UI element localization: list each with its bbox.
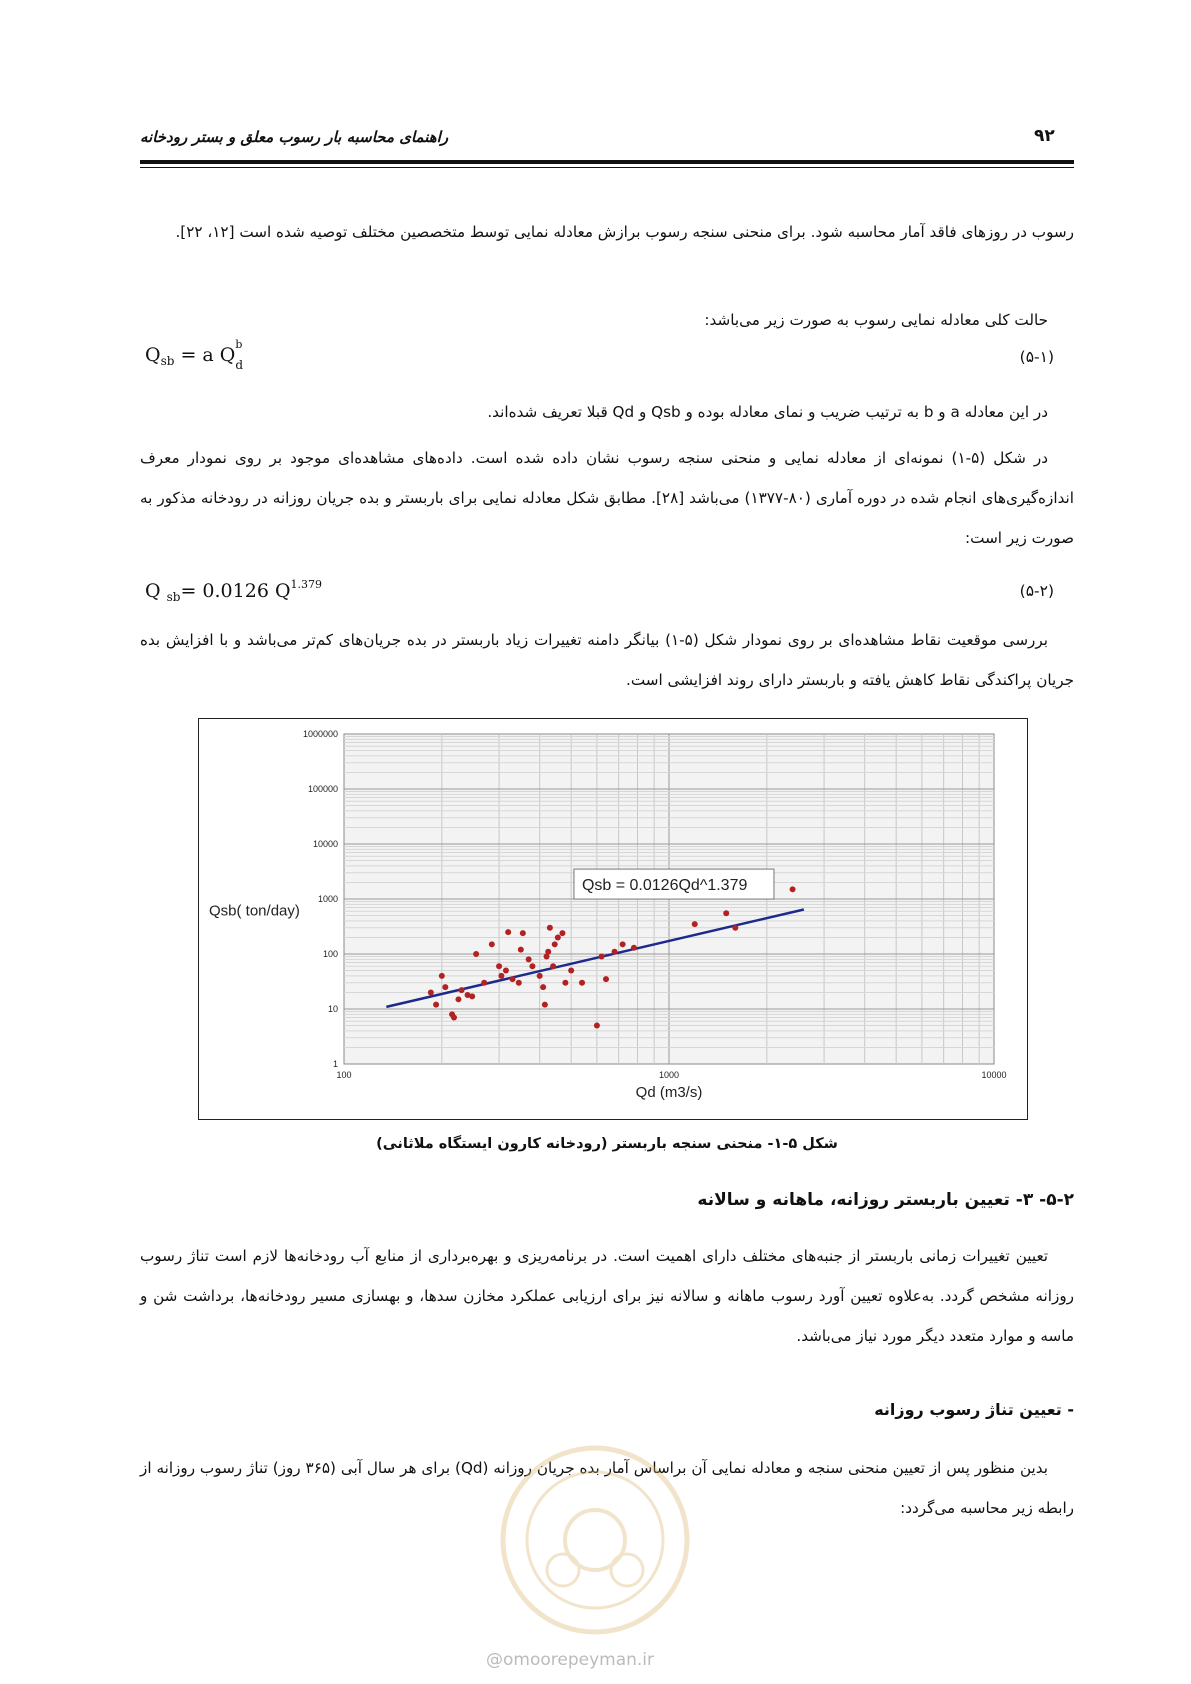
watermark-seal xyxy=(495,1440,695,1640)
data-point xyxy=(433,1002,439,1008)
data-point xyxy=(568,968,574,974)
data-point xyxy=(540,984,546,990)
data-point xyxy=(559,930,565,936)
data-point xyxy=(603,976,609,982)
equation-2 xyxy=(140,578,1074,612)
y-tick-label: 1 xyxy=(332,1059,338,1069)
data-point xyxy=(503,968,509,974)
data-point xyxy=(469,993,475,999)
paragraph-3: در این معادله a و b به ترتیب ضریب و نمای معادله بوده و Qsb و Qd قبلا تعریف شده‌اند. xyxy=(487,403,1048,421)
bedload-rating-chart xyxy=(199,719,1027,1119)
figure-caption: شکل ۵-۱- منحنی سنجه باربستر (رودخانه کارون ایستگاه ملاثانی) xyxy=(376,1136,838,1152)
watermark-url: @omoorepeyman.ir xyxy=(486,1650,655,1670)
data-point xyxy=(529,963,535,969)
paragraph-1: رسوب در روزهای فاقد آمار محاسبه شود. برای منحنی سنجه رسوب برازش معادله نمایی توسط متخصصین مختلف توصیه شده است [۱۲، ۲۲]. xyxy=(175,223,1074,241)
data-point xyxy=(612,949,618,955)
data-point xyxy=(594,1023,600,1029)
paragraph-6: تعیین تغییرات زمانی باربستر از جنبه‌های مختلف دارای اهمیت است. در برنامه‌ریزی و بهره‌برداری از منابع آب رودخانه‌ها لازم است تناژ رسوب روزانه مشخص گردد. به‌علاوه تعیین آورد رسوب ماهانه و سالانه نیز برای ارزیابی عملکرد مخازن سدها، و بهسازی مسیر رودخانه‌ها، برداشت شن و ماسه و موارد متعدد دیگر مورد نیاز می‌باشد. xyxy=(140,1247,1074,1345)
x-tick-label: 10000 xyxy=(981,1070,1007,1080)
data-point xyxy=(631,945,637,951)
x-tick-label: 100 xyxy=(336,1070,352,1080)
data-point xyxy=(442,984,448,990)
equation-2-formula: Q $_{sb}$= 0.0126 $Q^{1.379}$ xyxy=(145,578,323,604)
data-point xyxy=(545,949,551,955)
data-point xyxy=(455,996,461,1002)
header-rule-thin xyxy=(140,167,1074,168)
data-point xyxy=(579,980,585,986)
equation-1-number: (۵-۱) xyxy=(1019,348,1054,366)
y-tick-label: 1000000 xyxy=(302,729,338,739)
data-point xyxy=(496,963,502,969)
data-point xyxy=(547,925,553,931)
data-point xyxy=(505,929,511,935)
data-point xyxy=(520,930,526,936)
data-point xyxy=(526,956,532,962)
paragraph-5: بررسی موقعیت نقاط مشاهده‌ای بر روی نمودار شکل (۵-۱) بیانگر دامنه تغییرات زیاد باربستر در بده جریان‌های کم‌تر می‌باشد و با افزایش بده جریان پراکندگی نقاط کاهش یافته و باربستر دارای روند افزایشی است. xyxy=(140,631,1074,689)
data-point xyxy=(498,973,504,979)
data-point xyxy=(723,910,729,916)
equation-2-number: (۵-۲) xyxy=(1019,582,1054,600)
y-tick-label: 1000 xyxy=(317,894,338,904)
x-tick-label: 1000 xyxy=(658,1070,680,1080)
subheading: - تعیین تناژ رسوب روزانه xyxy=(874,1400,1074,1419)
data-point xyxy=(510,976,516,982)
y-tick-label: 10 xyxy=(327,1004,338,1014)
data-point xyxy=(537,973,543,979)
data-point xyxy=(542,1002,548,1008)
data-point xyxy=(550,963,556,969)
data-point xyxy=(489,941,495,947)
data-point xyxy=(790,886,796,892)
data-point xyxy=(562,980,568,986)
data-point xyxy=(692,921,698,927)
data-point xyxy=(473,951,479,957)
section-heading: ۵-۲- ۳- تعیین باربستر روزانه، ماهانه و سالانه xyxy=(697,1190,1074,1210)
data-point xyxy=(439,973,445,979)
data-point xyxy=(516,980,522,986)
data-point xyxy=(620,941,626,947)
paragraph-2: حالت کلی معادله نمایی رسوب به صورت زیر می‌باشد: xyxy=(704,311,1048,329)
y-tick-label: 100000 xyxy=(307,784,338,794)
equation-1-formula: $Q_{sb} = a$ Q b $_d$ xyxy=(145,338,244,372)
data-point xyxy=(451,1015,457,1021)
data-point xyxy=(552,941,558,947)
data-point xyxy=(459,987,465,993)
data-point xyxy=(555,934,561,940)
figure-frame xyxy=(198,718,1028,1120)
header-rule xyxy=(140,160,1074,164)
data-point xyxy=(732,925,738,931)
data-point xyxy=(481,980,487,986)
data-point xyxy=(518,947,524,953)
y-tick-label: 10000 xyxy=(312,839,338,849)
x-axis-label: Qd (m3/s) xyxy=(635,1084,703,1101)
running-title: راهنمای محاسبه بار رسوب معلق و بستر رودخانه xyxy=(140,128,449,146)
equation-1 xyxy=(140,338,1074,378)
page-number: ۹۲ xyxy=(1034,126,1055,146)
y-axis-label: Qsb( ton/day) xyxy=(209,902,300,920)
paragraph-7: بدین منظور پس از تعیین منحنی سنجه و معادله نمایی آن براساس آمار بده جریان روزانه (Qd) برای هر سال آبی (۳۶۵ روز) تناژ رسوب روزانه از رابطه زیر محاسبه می‌گردد: xyxy=(140,1459,1074,1517)
data-point xyxy=(599,954,605,960)
paragraph-4: در شکل (۵-۱) نمونه‌ای از معادله نمایی و منحنی سنجه رسوب نشان داده شده است. داده‌های مشاهده‌ای موجود بر روی نمودار معرف اندازه‌گیری‌های انجام شده در دوره آماری (۸۰-۱۳۷۷) می‌باشد [۲۸]. مطابق شکل معادله نمایی برای باربستر و بده جریان روزانه در رودخانه مذکور به صورت زیر است: xyxy=(140,449,1074,547)
data-point xyxy=(428,989,434,995)
y-tick-label: 100 xyxy=(322,949,338,959)
trendline-label: Qsb = 0.0126Qd^1.379 xyxy=(581,877,748,895)
